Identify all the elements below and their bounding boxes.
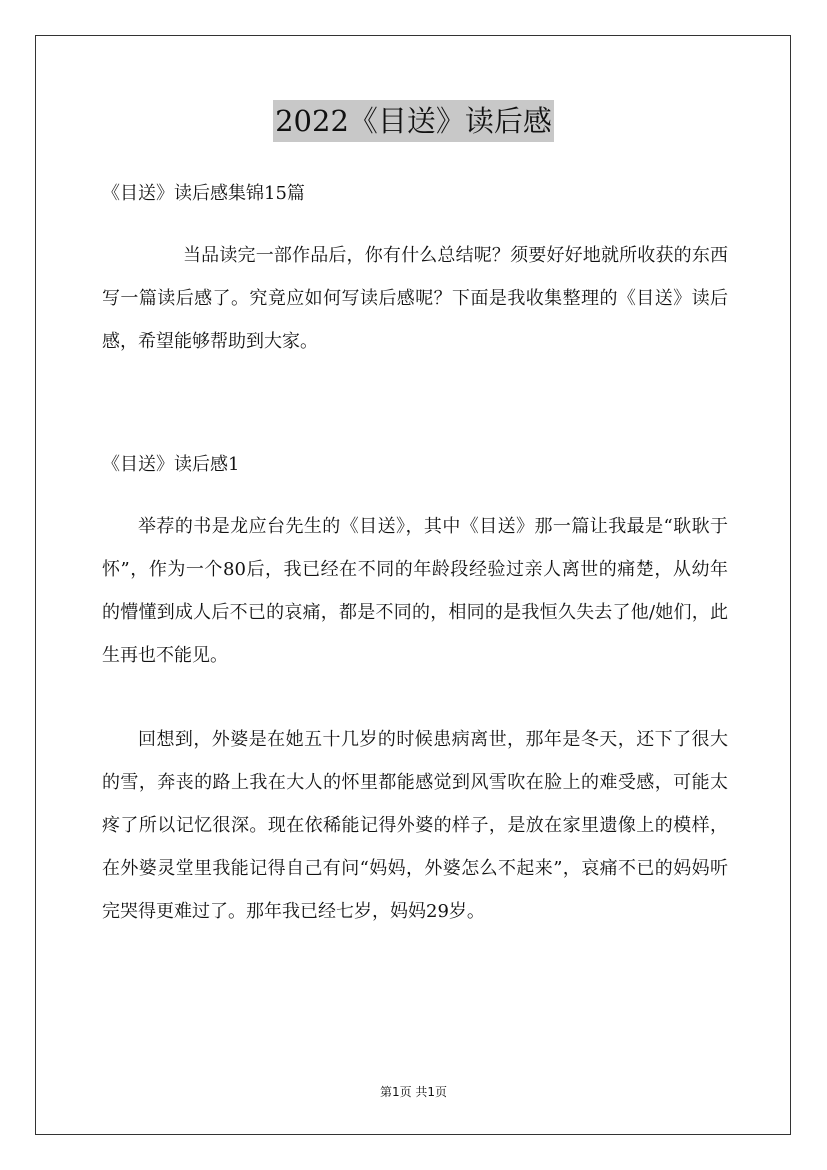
- body-paragraph: 举荐的书是龙应台先生的《目送》，其中《目送》那一篇让我最是“耿耿于怀”，作为一个80后，我已经在不同的年龄段经验过亲人离世的痛楚，从幼年的懵懂到成人后不已的哀痛，都是不同的，相同的是我恒久失去了他/她们，此生再也不能见。: [102, 516, 728, 666]
- page-title: 2022《目送》读后感: [273, 100, 554, 142]
- document-subtitle: 《目送》读后感集锦15篇: [102, 183, 305, 204]
- body-paragraph: 回想到，外婆是在她五十几岁的时候患病离世，那年是冬天，还下了很大的雪，奔丧的路上我在大人的怀里都能感觉到风雪吹在脸上的难受感，可能太疼了所以记忆很深。现在依稀能记得外婆的样子，是放在家里遗像上的模样，在外婆灵堂里我能记得自己有问“妈妈，外婆怎么不起来”，哀痛不已的妈妈听完哭得更难过了。那年我已经七岁，妈妈29岁。: [102, 729, 728, 922]
- section-heading: 《目送》读后感1: [102, 454, 240, 475]
- page-footer: 第1页 共1页: [379, 1085, 448, 1099]
- intro-paragraph: 当品读完一部作品后，你有什么总结呢？须要好好地就所收获的东西写一篇读后感了。究竟应如何写读后感呢？下面是我收集整理的《目送》读后感，希望能够帮助到大家。: [102, 245, 728, 352]
- title-container: [0, 100, 827, 142]
